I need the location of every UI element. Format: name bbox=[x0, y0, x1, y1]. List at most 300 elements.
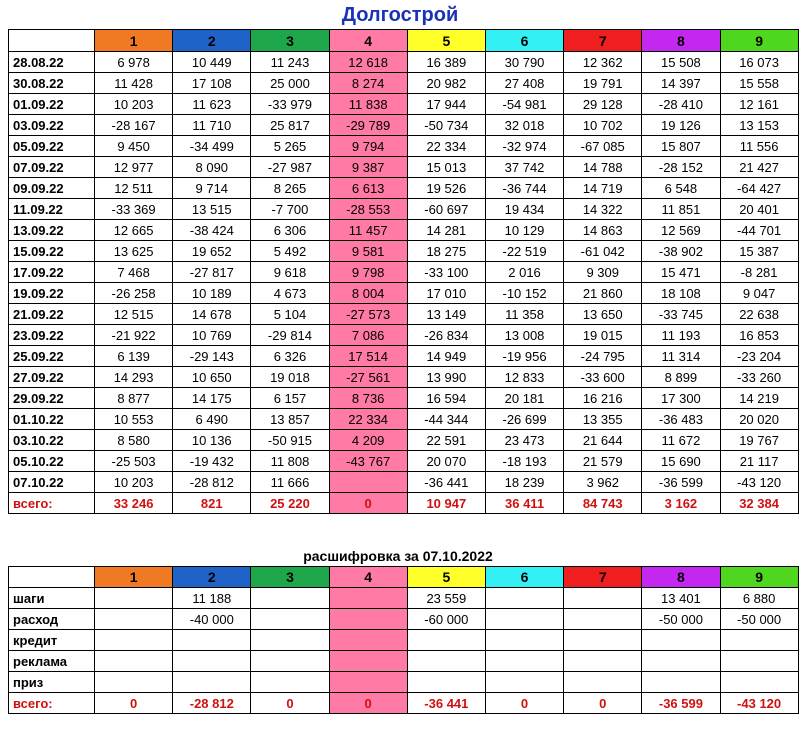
decode-cell bbox=[95, 651, 173, 672]
main-row-label: 21.09.22 bbox=[9, 304, 95, 325]
main-row bbox=[9, 262, 799, 283]
main-cell: 13 008 bbox=[485, 325, 563, 346]
main-cell: -25 503 bbox=[95, 451, 173, 472]
main-cell: 19 791 bbox=[564, 73, 642, 94]
main-cell: -64 427 bbox=[720, 178, 798, 199]
main-cell: -26 699 bbox=[485, 409, 563, 430]
main-row-label: 17.09.22 bbox=[9, 262, 95, 283]
decode-cell: -50 000 bbox=[720, 609, 798, 630]
decode-cell: 6 880 bbox=[720, 588, 798, 609]
main-cell: 11 457 bbox=[329, 220, 407, 241]
decode-total-cell: 0 bbox=[329, 693, 407, 714]
main-cell: 21 860 bbox=[564, 283, 642, 304]
main-cell: 19 015 bbox=[564, 325, 642, 346]
main-cell: 11 623 bbox=[173, 94, 251, 115]
decode-cell: 11 188 bbox=[173, 588, 251, 609]
main-cell: 6 490 bbox=[173, 409, 251, 430]
main-cell: 14 293 bbox=[95, 367, 173, 388]
main-cell: -21 922 bbox=[95, 325, 173, 346]
main-cell: 6 157 bbox=[251, 388, 329, 409]
main-header-row bbox=[9, 30, 799, 52]
decode-cell bbox=[564, 609, 642, 630]
decode-row-label: шаги bbox=[9, 588, 95, 609]
main-cell: 20 070 bbox=[407, 451, 485, 472]
main-row bbox=[9, 52, 799, 73]
decode-header-corner bbox=[9, 567, 95, 588]
decode-cell bbox=[720, 651, 798, 672]
main-cell: 12 161 bbox=[720, 94, 798, 115]
main-row-label: 15.09.22 bbox=[9, 241, 95, 262]
main-header-col-9: 9 bbox=[720, 30, 798, 52]
main-cell: 13 515 bbox=[173, 199, 251, 220]
decode-cell bbox=[485, 609, 563, 630]
main-cell: 12 618 bbox=[329, 52, 407, 73]
main-cell: 16 073 bbox=[720, 52, 798, 73]
decode-cell bbox=[564, 588, 642, 609]
main-row-label: 01.10.22 bbox=[9, 409, 95, 430]
main-cell: -50 915 bbox=[251, 430, 329, 451]
main-cell: 6 326 bbox=[251, 346, 329, 367]
main-cell: 6 139 bbox=[95, 346, 173, 367]
main-cell: -38 902 bbox=[642, 241, 720, 262]
main-cell: 11 838 bbox=[329, 94, 407, 115]
main-cell: -19 956 bbox=[485, 346, 563, 367]
main-row bbox=[9, 73, 799, 94]
decode-table bbox=[8, 566, 799, 714]
main-cell: -27 573 bbox=[329, 304, 407, 325]
decode-cell bbox=[642, 672, 720, 693]
main-cell: 12 511 bbox=[95, 178, 173, 199]
decode-row-label: расход bbox=[9, 609, 95, 630]
decode-header-col-7: 7 bbox=[564, 567, 642, 588]
main-cell: 6 548 bbox=[642, 178, 720, 199]
main-row bbox=[9, 157, 799, 178]
main-cell: 10 203 bbox=[95, 472, 173, 493]
decode-cell: -50 000 bbox=[642, 609, 720, 630]
main-cell: 21 117 bbox=[720, 451, 798, 472]
main-cell: 8 899 bbox=[642, 367, 720, 388]
main-cell: 25 000 bbox=[251, 73, 329, 94]
main-cell: 4 209 bbox=[329, 430, 407, 451]
main-cell: 29 128 bbox=[564, 94, 642, 115]
main-cell: 12 833 bbox=[485, 367, 563, 388]
decode-total-cell: 0 bbox=[95, 693, 173, 714]
main-cell: 9 581 bbox=[329, 241, 407, 262]
main-cell: -44 701 bbox=[720, 220, 798, 241]
decode-cell bbox=[251, 588, 329, 609]
main-cell: 14 949 bbox=[407, 346, 485, 367]
main-cell: 14 322 bbox=[564, 199, 642, 220]
decode-header-col-5: 5 bbox=[407, 567, 485, 588]
decode-cell bbox=[564, 672, 642, 693]
main-cell: 37 742 bbox=[485, 157, 563, 178]
main-row-label: 28.08.22 bbox=[9, 52, 95, 73]
main-cell: 11 193 bbox=[642, 325, 720, 346]
main-cell: 17 010 bbox=[407, 283, 485, 304]
main-cell: 14 397 bbox=[642, 73, 720, 94]
main-header-col-6: 6 bbox=[485, 30, 563, 52]
main-cell: 32 018 bbox=[485, 115, 563, 136]
decode-header-col-8: 8 bbox=[642, 567, 720, 588]
main-row-label: 09.09.22 bbox=[9, 178, 95, 199]
main-total-row bbox=[9, 493, 799, 514]
main-cell: 14 281 bbox=[407, 220, 485, 241]
main-cell: 16 853 bbox=[720, 325, 798, 346]
main-header-corner bbox=[9, 30, 95, 52]
main-cell: -33 600 bbox=[564, 367, 642, 388]
decode-cell bbox=[251, 630, 329, 651]
decode-cell bbox=[407, 651, 485, 672]
decode-total-cell: -36 599 bbox=[642, 693, 720, 714]
main-cell: 15 558 bbox=[720, 73, 798, 94]
main-cell: 11 358 bbox=[485, 304, 563, 325]
main-cell: 8 877 bbox=[95, 388, 173, 409]
main-cell: -33 745 bbox=[642, 304, 720, 325]
main-cell: -8 281 bbox=[720, 262, 798, 283]
main-cell: 15 013 bbox=[407, 157, 485, 178]
main-cell: 8 736 bbox=[329, 388, 407, 409]
decode-total-cell: -43 120 bbox=[720, 693, 798, 714]
main-cell: 20 982 bbox=[407, 73, 485, 94]
decode-cell bbox=[95, 588, 173, 609]
decode-cell bbox=[407, 672, 485, 693]
main-table bbox=[8, 29, 799, 514]
main-cell: 10 650 bbox=[173, 367, 251, 388]
main-cell: -33 369 bbox=[95, 199, 173, 220]
main-header-col-3: 3 bbox=[251, 30, 329, 52]
main-cell: 11 666 bbox=[251, 472, 329, 493]
main-cell: 10 702 bbox=[564, 115, 642, 136]
main-cell: -33 979 bbox=[251, 94, 329, 115]
main-total-label: всего: bbox=[9, 493, 95, 514]
main-cell: 10 553 bbox=[95, 409, 173, 430]
main-cell: 7 468 bbox=[95, 262, 173, 283]
main-total-cell: 821 bbox=[173, 493, 251, 514]
main-row-label: 05.10.22 bbox=[9, 451, 95, 472]
decode-total-row bbox=[9, 693, 799, 714]
main-cell: 11 851 bbox=[642, 199, 720, 220]
main-cell: 7 086 bbox=[329, 325, 407, 346]
main-cell: -18 193 bbox=[485, 451, 563, 472]
main-cell: 14 863 bbox=[564, 220, 642, 241]
decode-row bbox=[9, 672, 799, 693]
main-total-cell: 32 384 bbox=[720, 493, 798, 514]
decode-cell bbox=[407, 630, 485, 651]
main-cell: 10 129 bbox=[485, 220, 563, 241]
main-cell: -27 987 bbox=[251, 157, 329, 178]
main-cell: 22 638 bbox=[720, 304, 798, 325]
main-cell: 10 136 bbox=[173, 430, 251, 451]
main-row-label: 13.09.22 bbox=[9, 220, 95, 241]
main-cell: 13 650 bbox=[564, 304, 642, 325]
decode-cell bbox=[485, 588, 563, 609]
main-cell: -24 795 bbox=[564, 346, 642, 367]
decode-cell bbox=[485, 672, 563, 693]
main-row bbox=[9, 241, 799, 262]
main-cell: 9 309 bbox=[564, 262, 642, 283]
main-cell: -19 432 bbox=[173, 451, 251, 472]
main-cell: 10 189 bbox=[173, 283, 251, 304]
decode-row bbox=[9, 651, 799, 672]
decode-row bbox=[9, 630, 799, 651]
main-cell: -23 204 bbox=[720, 346, 798, 367]
main-cell: 16 389 bbox=[407, 52, 485, 73]
main-cell: 15 508 bbox=[642, 52, 720, 73]
main-row bbox=[9, 220, 799, 241]
decode-cell bbox=[251, 672, 329, 693]
decode-row bbox=[9, 588, 799, 609]
main-row bbox=[9, 304, 799, 325]
main-row-label: 07.10.22 bbox=[9, 472, 95, 493]
main-cell: -28 812 bbox=[173, 472, 251, 493]
decode-header-row bbox=[9, 567, 799, 588]
page-title: Долгострой bbox=[341, 4, 459, 26]
main-cell: 9 798 bbox=[329, 262, 407, 283]
main-row-label: 01.09.22 bbox=[9, 94, 95, 115]
main-cell: 9 794 bbox=[329, 136, 407, 157]
main-row bbox=[9, 346, 799, 367]
main-row bbox=[9, 178, 799, 199]
main-cell: 6 613 bbox=[329, 178, 407, 199]
main-cell: 3 962 bbox=[564, 472, 642, 493]
main-header-col-7: 7 bbox=[564, 30, 642, 52]
main-cell: 10 203 bbox=[95, 94, 173, 115]
main-cell: 12 515 bbox=[95, 304, 173, 325]
main-cell: 14 678 bbox=[173, 304, 251, 325]
main-cell: 13 625 bbox=[95, 241, 173, 262]
main-cell: 15 471 bbox=[642, 262, 720, 283]
main-cell: 18 108 bbox=[642, 283, 720, 304]
main-total-cell: 10 947 bbox=[407, 493, 485, 514]
main-row-label: 25.09.22 bbox=[9, 346, 95, 367]
main-cell: -27 561 bbox=[329, 367, 407, 388]
main-cell: 9 387 bbox=[329, 157, 407, 178]
decode-cell bbox=[251, 651, 329, 672]
decode-cell: 13 401 bbox=[642, 588, 720, 609]
main-row bbox=[9, 451, 799, 472]
main-cell: -43 120 bbox=[720, 472, 798, 493]
main-cell: -28 152 bbox=[642, 157, 720, 178]
decode-row-label: реклама bbox=[9, 651, 95, 672]
main-cell: -67 085 bbox=[564, 136, 642, 157]
main-cell: 6 306 bbox=[251, 220, 329, 241]
main-cell: 9 618 bbox=[251, 262, 329, 283]
main-cell: 15 807 bbox=[642, 136, 720, 157]
main-cell: 16 594 bbox=[407, 388, 485, 409]
decode-total-cell: -28 812 bbox=[173, 693, 251, 714]
main-row-label: 05.09.22 bbox=[9, 136, 95, 157]
main-cell: 11 808 bbox=[251, 451, 329, 472]
decode-header-col-6: 6 bbox=[485, 567, 563, 588]
decode-cell bbox=[564, 630, 642, 651]
decode-cell bbox=[329, 630, 407, 651]
main-cell: 13 857 bbox=[251, 409, 329, 430]
main-cell: 17 108 bbox=[173, 73, 251, 94]
decode-cell: -60 000 bbox=[407, 609, 485, 630]
main-header-col-4: 4 bbox=[329, 30, 407, 52]
main-cell: -28 553 bbox=[329, 199, 407, 220]
main-cell: 9 450 bbox=[95, 136, 173, 157]
main-cell: -38 424 bbox=[173, 220, 251, 241]
decode-cell: -40 000 bbox=[173, 609, 251, 630]
main-cell: 6 978 bbox=[95, 52, 173, 73]
decode-cell bbox=[95, 609, 173, 630]
main-cell: 8 580 bbox=[95, 430, 173, 451]
decode-row-label: приз bbox=[9, 672, 95, 693]
main-cell: 8 274 bbox=[329, 73, 407, 94]
main-cell: -10 152 bbox=[485, 283, 563, 304]
main-cell: 12 977 bbox=[95, 157, 173, 178]
main-cell: -36 483 bbox=[642, 409, 720, 430]
main-cell: -36 599 bbox=[642, 472, 720, 493]
main-cell: 18 275 bbox=[407, 241, 485, 262]
main-header-col-8: 8 bbox=[642, 30, 720, 52]
decode-header-col-2: 2 bbox=[173, 567, 251, 588]
decode-cell bbox=[329, 672, 407, 693]
main-cell: 27 408 bbox=[485, 73, 563, 94]
decode-total-cell: 0 bbox=[564, 693, 642, 714]
main-row-label: 11.09.22 bbox=[9, 199, 95, 220]
main-cell: 4 673 bbox=[251, 283, 329, 304]
main-cell: 19 434 bbox=[485, 199, 563, 220]
main-cell: 14 175 bbox=[173, 388, 251, 409]
main-row-label: 23.09.22 bbox=[9, 325, 95, 346]
decode-cell bbox=[485, 651, 563, 672]
main-row bbox=[9, 115, 799, 136]
decode-cell bbox=[173, 672, 251, 693]
decode-row-label: кредит bbox=[9, 630, 95, 651]
main-cell: 14 219 bbox=[720, 388, 798, 409]
main-row bbox=[9, 409, 799, 430]
main-cell: 2 016 bbox=[485, 262, 563, 283]
decode-cell bbox=[173, 630, 251, 651]
main-cell: 13 355 bbox=[564, 409, 642, 430]
decode-cell bbox=[329, 609, 407, 630]
main-cell: 9 714 bbox=[173, 178, 251, 199]
main-cell: -54 981 bbox=[485, 94, 563, 115]
main-row-label: 30.08.22 bbox=[9, 73, 95, 94]
main-cell bbox=[329, 472, 407, 493]
main-cell: -60 697 bbox=[407, 199, 485, 220]
main-cell: 20 401 bbox=[720, 199, 798, 220]
decode-cell bbox=[564, 651, 642, 672]
main-cell: 21 427 bbox=[720, 157, 798, 178]
main-total-cell: 25 220 bbox=[251, 493, 329, 514]
main-cell: 17 300 bbox=[642, 388, 720, 409]
main-row bbox=[9, 430, 799, 451]
main-cell: -7 700 bbox=[251, 199, 329, 220]
main-cell: -44 344 bbox=[407, 409, 485, 430]
main-cell: 14 788 bbox=[564, 157, 642, 178]
decode-total-cell: -36 441 bbox=[407, 693, 485, 714]
decode-cell bbox=[720, 630, 798, 651]
main-cell: -33 260 bbox=[720, 367, 798, 388]
decode-header-col-9: 9 bbox=[720, 567, 798, 588]
main-cell: 30 790 bbox=[485, 52, 563, 73]
decode-total-cell: 0 bbox=[251, 693, 329, 714]
main-row bbox=[9, 136, 799, 157]
main-cell: 11 710 bbox=[173, 115, 251, 136]
decode-cell bbox=[642, 630, 720, 651]
decode-header-col-3: 3 bbox=[251, 567, 329, 588]
main-cell: 12 665 bbox=[95, 220, 173, 241]
main-cell: 13 153 bbox=[720, 115, 798, 136]
main-row bbox=[9, 367, 799, 388]
main-cell: 19 526 bbox=[407, 178, 485, 199]
main-total-cell: 33 246 bbox=[95, 493, 173, 514]
main-cell: 19 767 bbox=[720, 430, 798, 451]
main-row-label: 27.09.22 bbox=[9, 367, 95, 388]
main-cell: -50 734 bbox=[407, 115, 485, 136]
main-cell: 13 990 bbox=[407, 367, 485, 388]
decode-cell bbox=[95, 672, 173, 693]
main-cell: 21 644 bbox=[564, 430, 642, 451]
main-cell: 19 652 bbox=[173, 241, 251, 262]
main-total-cell: 84 743 bbox=[564, 493, 642, 514]
decode-total-label: всего: bbox=[9, 693, 95, 714]
main-cell: 11 243 bbox=[251, 52, 329, 73]
main-cell: 11 428 bbox=[95, 73, 173, 94]
decode-cell bbox=[642, 651, 720, 672]
main-cell: 22 591 bbox=[407, 430, 485, 451]
decode-cell bbox=[720, 672, 798, 693]
main-cell: -22 519 bbox=[485, 241, 563, 262]
main-total-cell: 0 bbox=[329, 493, 407, 514]
decode-cell bbox=[251, 609, 329, 630]
main-row bbox=[9, 199, 799, 220]
main-cell: 8 265 bbox=[251, 178, 329, 199]
main-cell: 8 004 bbox=[329, 283, 407, 304]
main-cell: 10 769 bbox=[173, 325, 251, 346]
main-total-cell: 3 162 bbox=[642, 493, 720, 514]
main-cell: -29 814 bbox=[251, 325, 329, 346]
main-cell: 21 579 bbox=[564, 451, 642, 472]
decode-cell bbox=[329, 588, 407, 609]
main-header-col-2: 2 bbox=[173, 30, 251, 52]
main-cell: 22 334 bbox=[407, 136, 485, 157]
main-cell: 8 090 bbox=[173, 157, 251, 178]
main-cell: 11 672 bbox=[642, 430, 720, 451]
main-cell: -26 258 bbox=[95, 283, 173, 304]
main-cell: 9 047 bbox=[720, 283, 798, 304]
main-cell: -34 499 bbox=[173, 136, 251, 157]
main-total-cell: 36 411 bbox=[485, 493, 563, 514]
main-cell: -61 042 bbox=[564, 241, 642, 262]
main-cell: 15 387 bbox=[720, 241, 798, 262]
main-cell: 20 181 bbox=[485, 388, 563, 409]
main-cell: 18 239 bbox=[485, 472, 563, 493]
main-cell: -28 167 bbox=[95, 115, 173, 136]
main-cell: 11 556 bbox=[720, 136, 798, 157]
main-cell: 25 817 bbox=[251, 115, 329, 136]
main-cell: 5 265 bbox=[251, 136, 329, 157]
main-cell: -28 410 bbox=[642, 94, 720, 115]
main-cell: 22 334 bbox=[329, 409, 407, 430]
main-cell: 13 149 bbox=[407, 304, 485, 325]
main-row bbox=[9, 283, 799, 304]
main-header-col-5: 5 bbox=[407, 30, 485, 52]
decode-row bbox=[9, 609, 799, 630]
main-row-label: 29.09.22 bbox=[9, 388, 95, 409]
main-cell: 5 492 bbox=[251, 241, 329, 262]
decode-cell: 23 559 bbox=[407, 588, 485, 609]
main-cell: 12 569 bbox=[642, 220, 720, 241]
main-cell: 19 126 bbox=[642, 115, 720, 136]
main-cell: 11 314 bbox=[642, 346, 720, 367]
main-cell: 20 020 bbox=[720, 409, 798, 430]
main-cell: 19 018 bbox=[251, 367, 329, 388]
main-cell: 10 449 bbox=[173, 52, 251, 73]
